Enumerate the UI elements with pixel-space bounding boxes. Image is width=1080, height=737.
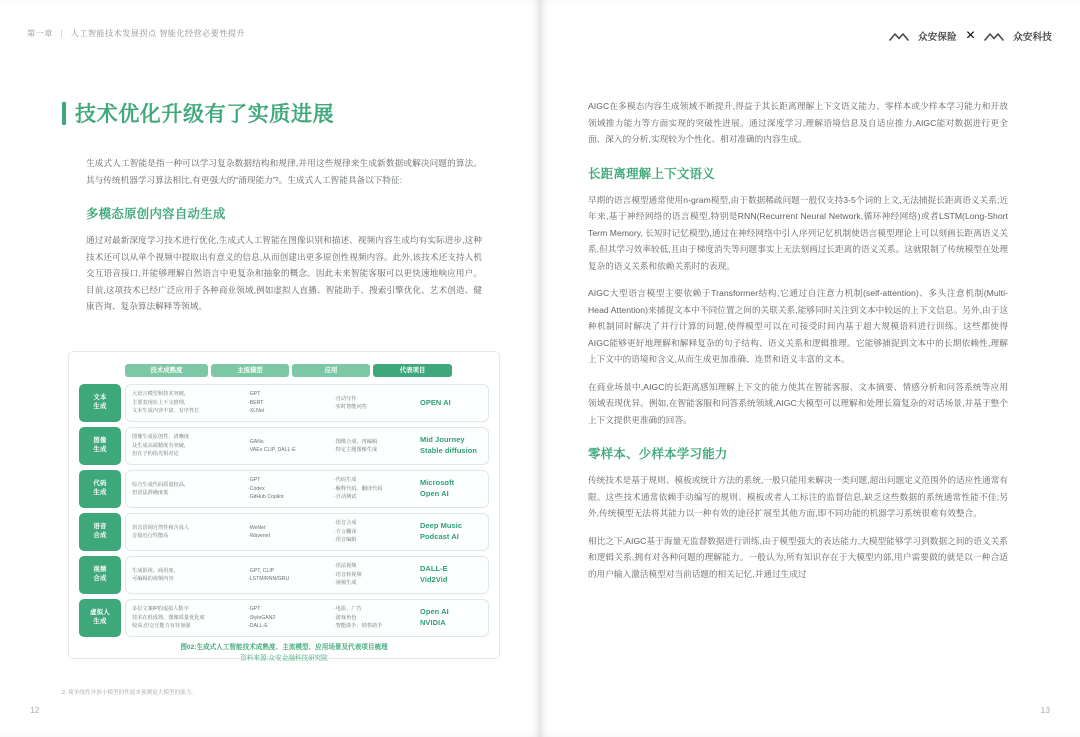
figure-cell-applications: ·图像合成、再编辑 ·特定主题图像生成	[334, 438, 378, 453]
figure-cell-models: ·GPT ·BERT ·XLNet	[248, 391, 265, 415]
title-accent-bar	[62, 102, 66, 125]
section-heading-fewshot: 零样本、少样本学习能力	[588, 447, 728, 461]
figure-header-models: 主流模型	[211, 364, 289, 377]
figure-cell-projects: OPEN AI	[420, 397, 451, 407]
figure-cell-models: ·GANs ·VAEs CLIP, DALL-E	[248, 438, 296, 453]
left-column-text	[86, 155, 482, 326]
section-paragraph: 通过对最新深度学习技术进行优化,生成式人工智能在图像识别和描述、视频内容生成均有实际进步,这种技术还可以从单个视频中提取出有意义的信息,从而创建出更多原创性视频内容。此外,该技术还支持人机交互语音接口,并能够理解自然语言中更复杂和抽象的概念。因此未来智能客服可以更快速地响应用户。目前,这项技术已经广泛应用于各种商业领域,例如虚拟人直播、智能助手、搜索引擎优化、艺术创造、健康咨询、复杂算法解释等领域。	[86, 235, 482, 311]
figure-caption-source: 资料来源:众安金融科技研究院	[240, 655, 328, 663]
figure-cell-models: ·GPT ·StyleGAN2 ·DALL-E	[248, 606, 276, 630]
figure-header-projects: 代表项目	[373, 364, 452, 377]
figure-row-label: 语音 合成	[79, 513, 121, 551]
longcontext-paragraph-3: 在商业场景中,AIGC的长距离感知理解上下文的能力使其在智能客服、文本摘要、情感分析和问答系统等应用领域表现优异。例如,在智能客服和问答系统领域,AIGC大模型可以理解和处理长篇复杂的对话场景,并基于整个上下文提供更准确的回答。	[588, 381, 1008, 425]
table-row	[79, 384, 489, 422]
figure-cell-applications: ·语音合成 ·方言翻译 ·语音编辑	[334, 520, 357, 544]
figure-cell-applications: ·语法视频 ·语音转视频 ·视频生成	[334, 563, 362, 587]
section-heading-longcontext: 长距离理解上下文语义	[588, 166, 715, 181]
table-row	[79, 513, 489, 551]
figure-row-body	[125, 513, 489, 551]
figure-column-headers	[79, 364, 489, 377]
figure-cell-models: ·GPT ·Codex ·GitHub Copilot	[248, 477, 284, 501]
logo-primary-text: 众安保险	[918, 32, 957, 43]
logo-zhongan-tech	[984, 29, 1052, 43]
table-row	[79, 427, 489, 465]
logo-zhongan-insurance	[889, 29, 957, 43]
fewshot-paragraph-1: 传统技术是基于规则、模板或统计方法的系统,一般只能用来解决一类问题,超出问题定义范围外的适应性通常有限。这些技术通常依赖手动编写的规则、模板或者人工标注的监督信息,缺乏这些数据的系统通常性能不佳;另外,传统模型无法将其能力以一种有效的途径扩展至其他方面,即不同功能的机器学习系统很难有效整合。	[588, 475, 1008, 518]
logo-bar	[889, 27, 1052, 45]
table-row	[79, 470, 489, 508]
figure-caption-title: 图02:生成式人工智能技术成熟度、主流模型、应用场景及代表项目梳理	[180, 644, 388, 651]
logo-secondary-text: 众安科技	[1013, 32, 1052, 43]
figure-cell-maturity: 图像生成原创性、清晰度 及生成高端精度有突破, 但在子约指光相对论	[132, 434, 190, 458]
figure-cell-projects: DALL-E Vid2Vid	[420, 564, 448, 584]
figure-header-applications: 应用	[292, 364, 370, 377]
figure-cell-models: ·GPT, CLIP ·LSTM/RNN/GRU	[248, 567, 290, 582]
table-row	[79, 599, 489, 637]
page-title: 技术优化升级有了实质进展	[75, 103, 335, 126]
header-separator: |	[60, 29, 63, 38]
figure-row-label: 虚拟人 生成	[79, 599, 121, 637]
figure-row-body	[125, 470, 489, 508]
figure-row-body	[125, 427, 489, 465]
figure-row-body	[125, 556, 489, 594]
figure-row-body	[125, 599, 489, 637]
table-row	[79, 556, 489, 594]
chapter-title: 人工智能技术发展拐点 智能化经营必要性提升	[70, 29, 246, 38]
figure-cell-maturity: 生成影视、商用度, 可编辑的视频内容	[132, 567, 175, 582]
figure-cell-maturity: 大语言模型和技术突破, 主要表现在上下文推理, 文本生成内容丰富、有序性长	[132, 391, 200, 415]
figure-02	[68, 351, 500, 663]
figure-cell-maturity: 多位文案IP的虚拟人数字 技术在低成熟、图像质量优化度 较高,但交互能力有待加强	[132, 606, 205, 630]
figure-cell-projects: Mid Journey Stable diffusion	[420, 435, 478, 455]
figure-row-body	[125, 384, 489, 422]
longcontext-paragraph-1: 早期的语言模型通常使用n-gram模型,由于数据稀疏问题一般仅支持3-5个词的上文,无法捕捉长距离语义关系;近年来,基于神经网络的语言模型,特别是RNN(Recurrent Neural Network,循环神经网络)或者LSTM(Long-Short Term Memory, 长短时记忆模型),通过在神经网络中引入序列记忆机制使语言模型理论上可以刻画长距离语义关系,但其学习效率较低,且由于梯度消失等问题事实上无法刻画过长距离的语义关系。这就限制了传统模型在处理复杂的语义关系和依赖关系时的表现。	[588, 194, 1008, 271]
figure-cell-applications: ·自动写作 ·实时智能问答	[334, 395, 367, 410]
figure-row-label: 图像 生成	[79, 427, 121, 465]
footnote: 2. 简单线性外推小模型的性能来预测更大模型的能力。	[62, 689, 197, 696]
page-title-group	[62, 98, 334, 128]
page-number-left: 12	[30, 705, 40, 715]
figure-header-maturity: 技术成熟度	[125, 364, 208, 377]
intro-paragraph: 生成式人工智能是指一种可以学习复杂数据结构和规律,并用这些规律来生成新数据或解决问题的算法。其与传统机器学习算法相比,有更强大的“涌现能力”²。生成式人工智能具备以下特征:	[86, 158, 482, 185]
figure-cell-models: ·WeNet ·Wavenet	[248, 524, 271, 539]
right-column-text	[588, 98, 1008, 593]
figure-cell-applications: ·代码生成 ·解释代码、翻译代码 ·自动测试	[334, 477, 383, 501]
running-header	[27, 28, 245, 39]
figure-cell-maturity: 语音语调自然性和含成人 音接近行性能高	[132, 524, 190, 539]
figure-rows	[79, 384, 489, 637]
right-page	[540, 0, 1080, 737]
figure-row-label: 视频 合成	[79, 556, 121, 594]
figure-cell-projects: Open AI NVIDIA	[420, 607, 449, 627]
section-heading-multimodal: 多模态原创内容自动生成	[86, 207, 226, 221]
logo-cross: ×	[965, 27, 976, 44]
figure-cell-maturity: 综合生成代码质量较高, 但语法准确度低	[132, 481, 186, 496]
figure-cell-projects: Microsoft Open AI	[420, 478, 455, 498]
right-intro-paragraph: AIGC在多模态内容生成领域不断提升,得益于其长距离理解上下文语义能力、零样本或少样本学习能力和开放领域推力能力等方面实现的突破性进展。通过深度学习,理解语境信息及自适应推力,AIGC能对数据进行更全面、深入的分析,实现较为个性化、相对准确的内容生成。	[588, 101, 1008, 144]
figure-caption	[79, 642, 489, 664]
mountain-logo-icon	[889, 31, 915, 42]
chapter-number: 第一章	[27, 29, 53, 38]
figure-cell-applications: ·电影、广告 ·游戏角色 ·智能助手、销售助手	[334, 606, 383, 630]
mountain-logo-icon	[984, 31, 1010, 42]
figure-cell-projects: Deep Music Podcast AI	[420, 521, 463, 541]
fewshot-paragraph-2: 相比之下,AIGC基于海量无监督数据进行训练,由于模型强大的表达能力,大模型能够学习到数据之间的语义关系和逻辑关系,拥有对各种问题的理解能力。一般认为,所有知识存在于大模型内部,用户需要做的就是以一种合适的用户输入激活模型对当前话题的相关记忆,并通过生成过	[588, 535, 1008, 579]
figure-row-label: 代码 生成	[79, 470, 121, 508]
longcontext-paragraph-2: AIGC大型语言模型主要依赖于Transformer结构,它通过自注意力机制(self-attention)、多头注意机制(Multi-Head Attention)来捕捉文本中不同位置之间的关联关系,能够同时关注到文本中较远的上下文信息。另外,由于这种机制同时解决了并行计算的问题,使得模型可以在可接受时间内基于超大规模语料进行训练。这些都使得AIGC能够更好地理解和解释复杂的句子结构、语义关系和逻辑推理。它能够捕捉到文本中的长期依赖性,理解上下文中的语境和含义,从而生成更加准确、连贯和语义丰富的文本。	[588, 288, 1008, 364]
figure-row-label: 文本 生成	[79, 384, 121, 422]
page-number-right: 13	[1040, 705, 1050, 715]
